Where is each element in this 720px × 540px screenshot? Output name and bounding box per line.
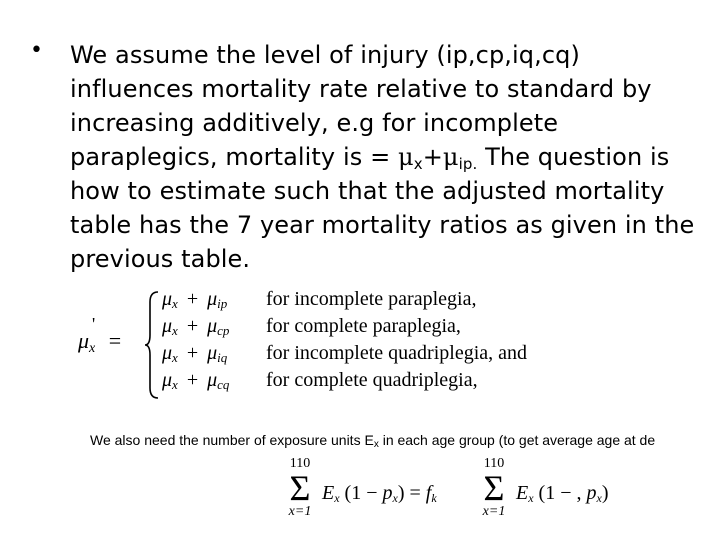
mu-symbol-2: μ: [442, 143, 459, 171]
left-brace-icon: [144, 290, 160, 400]
sigma-icon-2: Σ: [483, 468, 505, 508]
lhs-mu: μ: [78, 328, 90, 353]
sum-operator-left: 110 Σ x=1: [280, 456, 320, 520]
plus-sign: +: [422, 143, 443, 171]
row-description: for incomplete paraplegia,: [266, 288, 477, 310]
equation-lhs: [78, 314, 122, 356]
mu-symbol: μ: [398, 143, 414, 171]
case-row-cp: [162, 315, 461, 338]
case-row-iq: [162, 342, 528, 365]
row-left-term: $\mu_x$: [162, 342, 178, 365]
mu-subscript-ip: ip.: [458, 155, 478, 173]
sum-term-left: $E_x$ $(1 - p_x) = f_k$: [322, 482, 437, 505]
lhs-equals: =: [108, 328, 122, 353]
row-left-term: $\mu_x$: [162, 369, 178, 392]
sum-operator-right: 110 Σ x=1: [474, 456, 514, 520]
row-right-term: $\mu_{ip}$: [207, 288, 228, 311]
exposure-note: [90, 431, 710, 450]
row-description: for incomplete quadriplegia, and: [266, 342, 528, 364]
lhs-prime: ': [92, 314, 96, 334]
row-left-term: $\mu_x$: [162, 288, 178, 311]
note-text-end: in each age group (to get average age at de: [378, 432, 656, 448]
row-right-term: $\mu_{iq}$: [207, 342, 228, 365]
mu-subscript-x: x: [413, 155, 423, 173]
row-op: +: [186, 342, 199, 364]
row-op: +: [186, 288, 199, 310]
row-op: +: [186, 315, 199, 337]
para-text-end: The question is how to estimate such that the adjusted mortality table has the 7 year mortality ratios as given in the previous table.: [70, 143, 695, 273]
para-text-start: We assume the level of injury (ip,cp,iq,cq) influences mortality rate relative to standard by increasing additively, e.g for incomplete paraplegics, mortality is =: [70, 41, 652, 171]
row-op: +: [186, 369, 199, 391]
row-right-term: $\mu_{cp}$: [207, 315, 230, 338]
note-text-start: We also need the number of exposure units E: [90, 432, 374, 448]
sum-term-right: $E_x$ (1 − , $p_x$): [516, 482, 609, 505]
lhs-subscript: x: [89, 341, 96, 356]
row-description: for complete paraplegia,: [266, 315, 461, 337]
sum-equation: [262, 456, 662, 528]
piecewise-equation: [78, 288, 598, 406]
bullet-paragraph: [70, 38, 710, 276]
case-row-ip: [162, 288, 477, 311]
row-right-term: $\mu_{cq}$: [207, 369, 230, 392]
row-left-term: $\mu_x$: [162, 315, 178, 338]
row-description: for complete quadriplegia,: [266, 369, 478, 391]
note-subscript: x: [373, 439, 379, 450]
bullet-point: •: [30, 38, 43, 63]
case-row-cq: [162, 369, 478, 392]
sigma-icon: Σ: [289, 468, 311, 508]
